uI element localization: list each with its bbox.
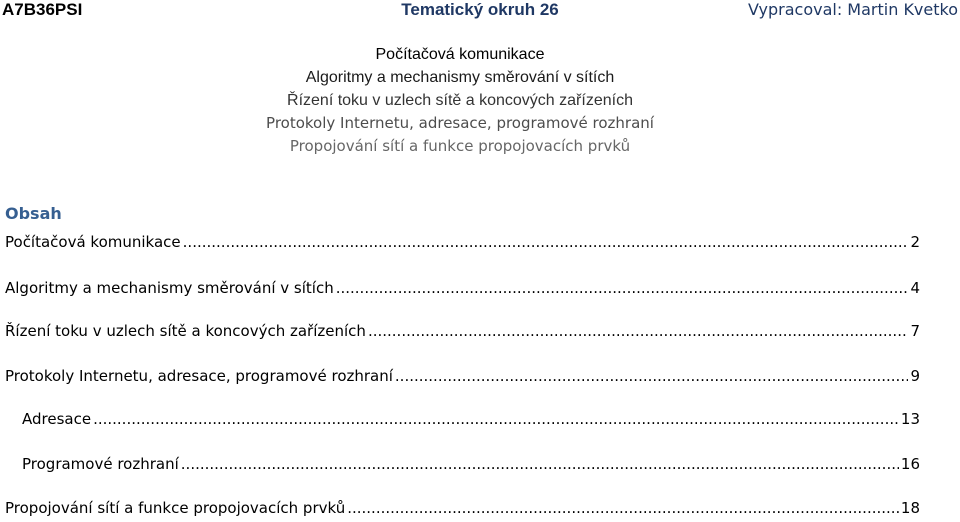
- title-line: Propojování sítí a funkce propojovacích prvků: [289, 137, 631, 155]
- toc-leader-dots: [368, 320, 909, 342]
- toc-entry[interactable]: [5, 497, 920, 519]
- toc-page-number: 16: [900, 455, 920, 473]
- toc-entry-label: Počítačová komunikace: [5, 233, 181, 251]
- toc-entry[interactable]: [22, 453, 920, 475]
- title-line: Protokoly Internetu, adresace, programové rozhraní: [266, 114, 654, 132]
- toc-entry-label: Programové rozhraní: [22, 455, 179, 473]
- toc-leader-dots: [336, 277, 909, 299]
- toc-page-number: 18: [900, 499, 920, 517]
- toc-entry-label: Algoritmy a mechanismy směrování v sítích: [5, 279, 334, 297]
- title-line: Počítačová komunikace: [375, 46, 545, 63]
- toc-leader-dots: [181, 453, 899, 475]
- toc-page-number: 9: [910, 367, 920, 385]
- title-line: Algoritmy a mechanismy směrování v sítích: [305, 69, 615, 86]
- toc-entry[interactable]: [5, 231, 920, 253]
- toc-page-number: 4: [910, 279, 920, 297]
- course-code: A7B36PSI: [2, 0, 83, 19]
- toc-entry[interactable]: [5, 320, 920, 342]
- title-line: Řízení toku v uzlech sítě a koncových zařízeních: [287, 92, 633, 109]
- toc-entry-label: Protokoly Internetu, adresace, programové rozhraní: [5, 367, 393, 385]
- toc-page-number: 7: [910, 322, 920, 340]
- toc-heading: Obsah: [5, 204, 62, 223]
- author-credit: Vypracoval: Martin Kvetko: [748, 0, 958, 19]
- toc-entry[interactable]: [5, 365, 920, 387]
- page-header: [0, 0, 960, 22]
- toc-entry[interactable]: [22, 408, 920, 430]
- toc-leader-dots: [395, 365, 909, 387]
- toc-leader-dots: [183, 231, 909, 253]
- toc-entry-label: Propojování sítí a funkce propojovacích prvků: [5, 499, 346, 517]
- toc-entry[interactable]: [5, 277, 920, 299]
- toc-entry-label: Adresace: [22, 410, 92, 428]
- topic-title: Tematický okruh 26: [401, 0, 559, 19]
- toc-page-number: 2: [910, 233, 920, 251]
- toc-entry-label: Řízení toku v uzlech sítě a koncových zařízeních: [5, 322, 366, 340]
- toc-page-number: 13: [900, 410, 920, 428]
- toc-leader-dots: [93, 408, 899, 430]
- toc-leader-dots: [347, 497, 899, 519]
